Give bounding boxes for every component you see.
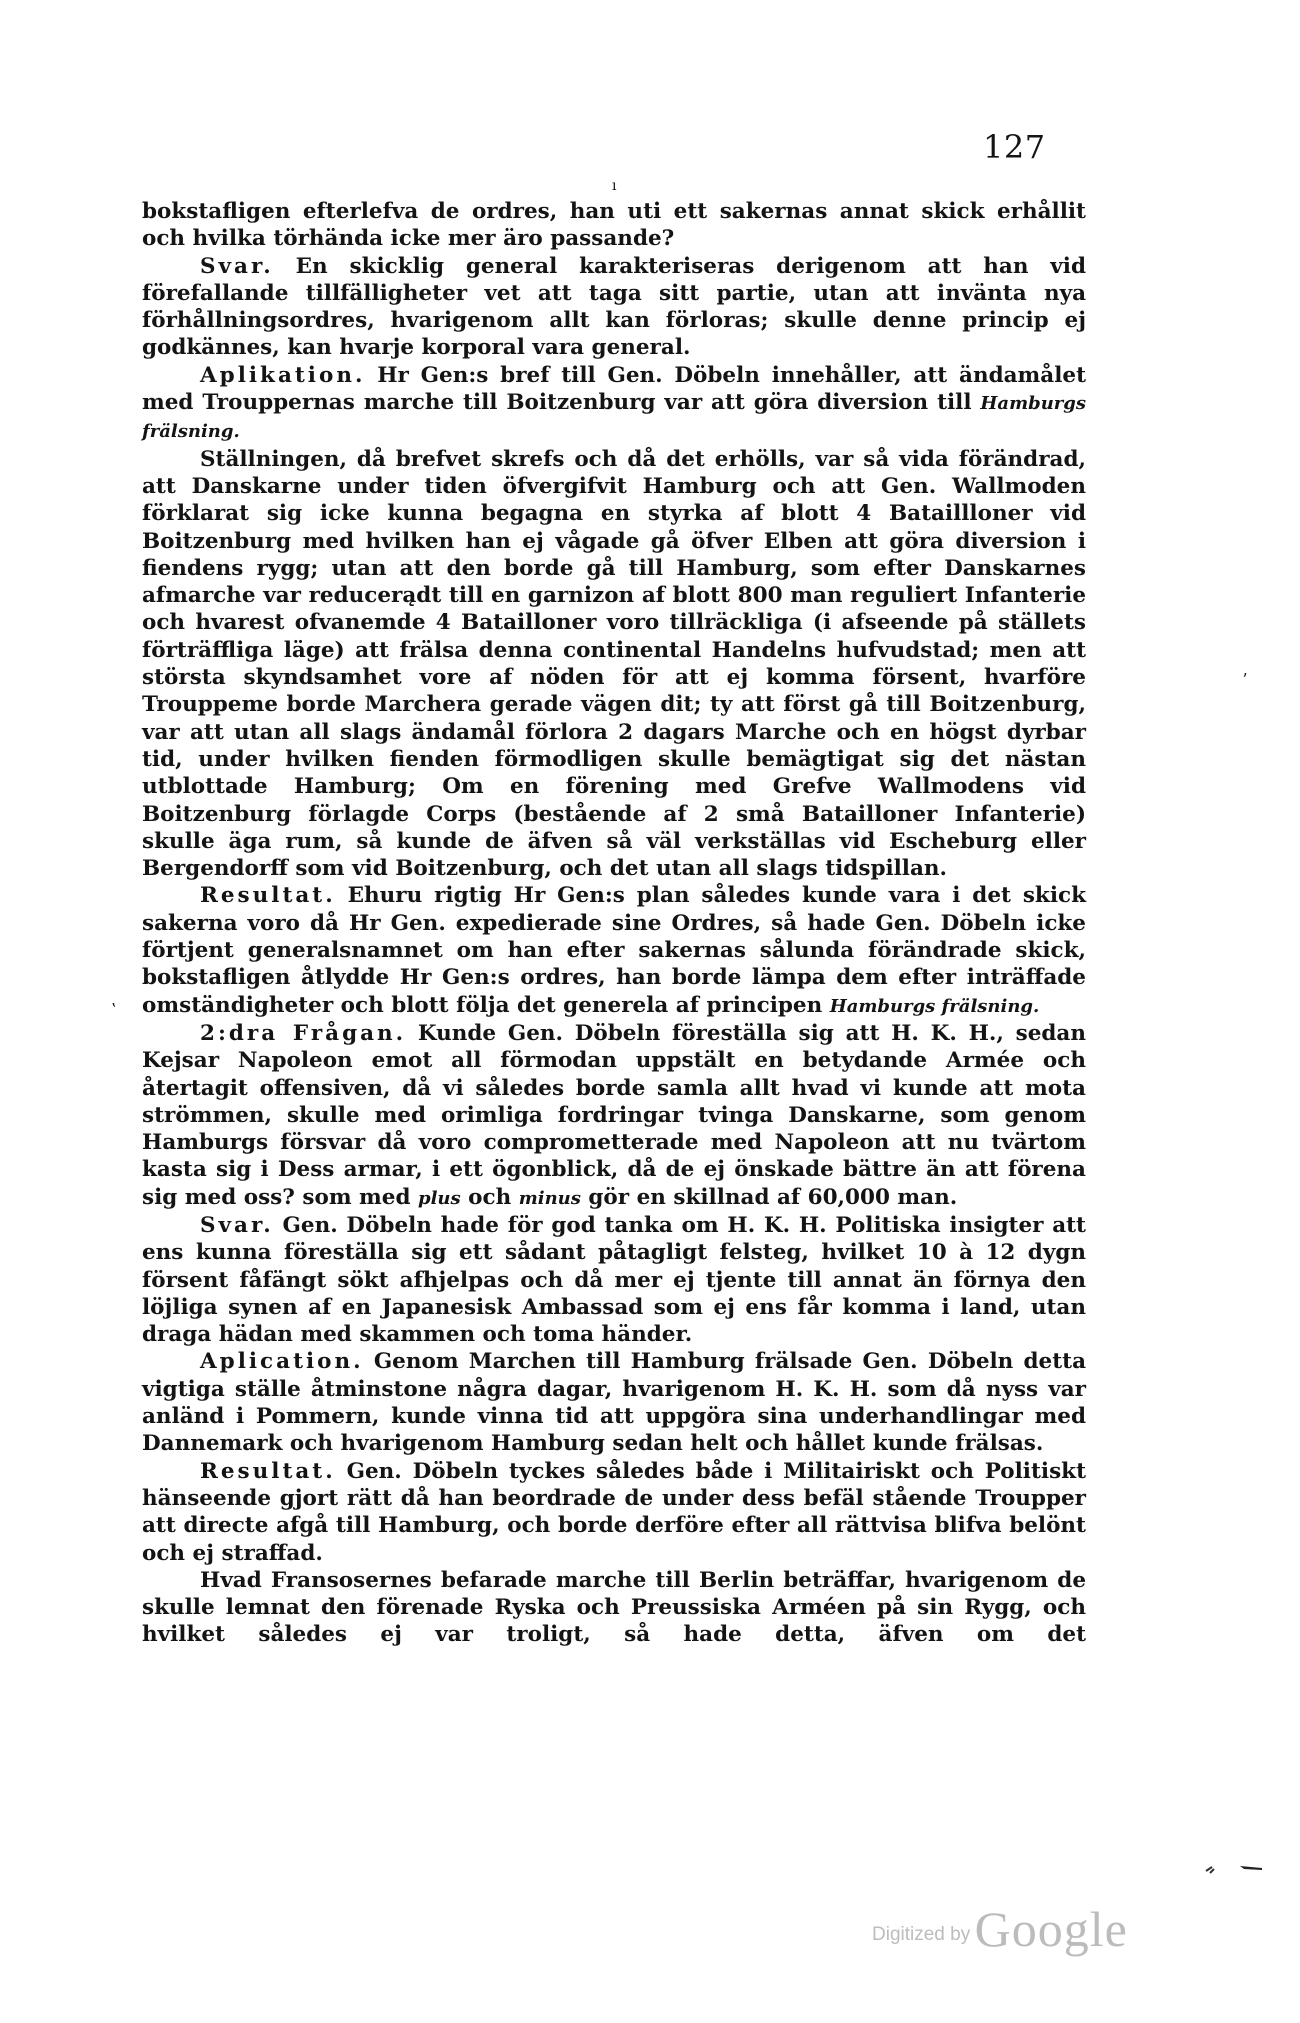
paragraph-label: Resultat.	[200, 883, 336, 909]
paragraph-text: En skicklig general karakteriseras derigenom att han vid förefallande tillfälligheter vet att taga sitt partie, utan att invänta nya förhållningsordres, hvarigenom allt kan förloras; skulle denne princip ej godkännes, kan hvarje korporal vara general.	[142, 253, 1086, 361]
paragraph-label: Svar.	[200, 253, 274, 279]
paragraph-text: gör en skillnad af 60,000 man.	[580, 1184, 958, 1210]
paragraph-text: Hr Gen:s bref till Gen. Döbeln innehåller, att ändamålet med Trouppernas marche till Boitzenburg var att göra diversion till	[142, 362, 1086, 416]
digitized-by-label: Digitized by	[872, 1924, 971, 1945]
margin-mark-right: ʼ	[1242, 670, 1248, 689]
scan-artifact-marks	[1204, 1857, 1264, 1877]
paragraph-7	[142, 1212, 1086, 1348]
paragraph-text: Gen. Döbeln hade för god tanka om H. K. H. Politiska insigter att ens kunna föreställa sig ett sådant påtagligt felsteg, hvilket 10 à 12 dygn försent fåfängt sökt afhjelpas och då mer ej tjente till annat än förnya den löjliga synen af en Japanesisk Ambassad som ej ens får komma i land, utan draga hädan med skammen och toma händer.	[142, 1212, 1086, 1348]
italic-text: minus	[518, 1187, 581, 1209]
paragraph-label: Svar.	[200, 1212, 274, 1238]
margin-mark-left: ʽ	[111, 1000, 117, 1019]
paragraph-label: 2:dra Frågan.	[200, 1020, 407, 1046]
italic-text: Hamburgs frälsning.	[142, 393, 1086, 443]
paragraph-label: Aplication.	[200, 1349, 364, 1375]
digitized-by-google-watermark	[872, 1900, 1128, 1958]
paragraph-3	[142, 362, 1086, 446]
paragraph-text: Hvad Fransosernes befarade marche till Berlin beträffar, hvarigenom de skulle lemnat den förenade Ryska och Preussiska Arméen på sin Rygg, och hvilket således ej var troligt, så hade detta, äfven om det	[142, 1567, 1086, 1648]
paragraph-text: Ehuru rigtig Hr Gen:s plan således kunde vara i det skick sakerna voro då Hr Gen. expedierade sine Ordres, så hade Gen. Döbeln icke förtjent generalsnamnet om han efter sakernas sålunda förändrade skick, bokstafligen åtlydde Hr Gen:s ordres, han borde lämpa dem efter inträffade omständigheter och blott följa det generela af principen	[142, 883, 1086, 1018]
paragraph-label: Resultat.	[200, 1458, 336, 1484]
paragraph-text: Gen. Döbeln tyckes således både i Militairiskt och Politiskt hänseende gjort rätt då han beordrade de under dess befäl stående Troupper att directe afgå till Hamburg, och borde derföre efter all rättvisa blifva belönt och ej straffad.	[142, 1458, 1086, 1566]
paragraph-label: Aplikation.	[200, 362, 366, 388]
page-number: 127	[983, 128, 1046, 166]
paragraph-10	[142, 1567, 1086, 1649]
paragraph-4	[142, 446, 1086, 883]
paragraph-text: bokstafligen efterlefva de ordres, han uti ett sakernas annat skick erhållit och hvilka törhända icke mer äro passande?	[142, 199, 1086, 252]
paragraph-text: och	[460, 1184, 519, 1210]
paragraph-6	[142, 1020, 1086, 1212]
paragraph-text: Ställningen, då brefvet skrefs och då det erhölls, var så vida förändrad, att Danskarne under tiden öfvergifvit Hamburg och att Gen. Wallmoden förklarat sig icke kunna begagna en styrka af blott 4 Bataillloner vid Boitzenburg med hvilken han ej vågade gå öfver Elben att göra diversion i fiendens rygg; utan att den borde gå till Hamburg, som efter Danskarnes afmarche var reducerądt till en garnizon af blott 800 man reguliert Infanterie och hvarest ofvanemde 4 Batailloner voro tillräckliga (i afseende på ställets förträffliga läge) att frälsa denna continental Handelns hufvudstad; men att största skyndsamhet vore af nöden för att ej komma försent, hvarföre Trouppeme borde Marchera gerade vägen dit; ty att först gå till Boitzenburg, var att utan all slags ändamål förlora 2 dagars Marche och en högst dyrbar tid, under hvilken fienden förmodligen skulle bemägtigat sig det nästan utblottade Hamburg; Om en förening med Grefve Wallmodens vid Boitzenburg förlagde Corps (bestående af 2 små Batailloner Infanterie) skulle äga rum, så kunde de äfven så väl verkställas vid Escheburg eller Bergendorff som vid Boitzenburg, och det utan all slags tidspillan.	[142, 446, 1086, 882]
italic-text: Hamburgs frälsning.	[829, 995, 1040, 1017]
paragraph-text: Kunde Gen. Döbeln föreställa sig att H. K. H., sedan Kejsar Napoleon emot all förmodan uppstält en betydande Armée och återtagit offensiven, då vi således borde samla allt hvad vi kunde att mota strömmen, skulle med orimliga fordringar tvinga Danskarne, som genom Hamburgs försvar då voro comprometterade med Napoleon att nu tvärtom kasta sig i Dess armar, i ett ögonblick, då de ej önskade bättre än att förena sig med oss? som med	[142, 1020, 1086, 1210]
body-text	[142, 198, 1086, 1649]
scan-artifact-left	[1206, 1867, 1214, 1873]
paragraph-text: Genom Marchen till Hamburg frälsade Gen. Döbeln detta vigtiga ställe åtminstone några dagar, hvarigenom H. K. H. som då nyss var anländ i Pommern, kunde vinna tid att uppgöra sina underhandlingar med Dannemark och hvarigenom Hamburg sedan helt och hållet kunde frälsas.	[142, 1349, 1086, 1457]
paragraph-1	[142, 198, 1086, 253]
paragraph-8	[142, 1348, 1086, 1457]
scan-artifact-right	[1240, 1866, 1262, 1870]
paragraph-9	[142, 1458, 1086, 1567]
margin-mark-top: ı	[612, 178, 617, 194]
paragraph-5	[142, 882, 1086, 1019]
paragraph-2	[142, 253, 1086, 362]
italic-text: plus	[418, 1187, 461, 1209]
google-wordmark: Google	[974, 1901, 1128, 1957]
